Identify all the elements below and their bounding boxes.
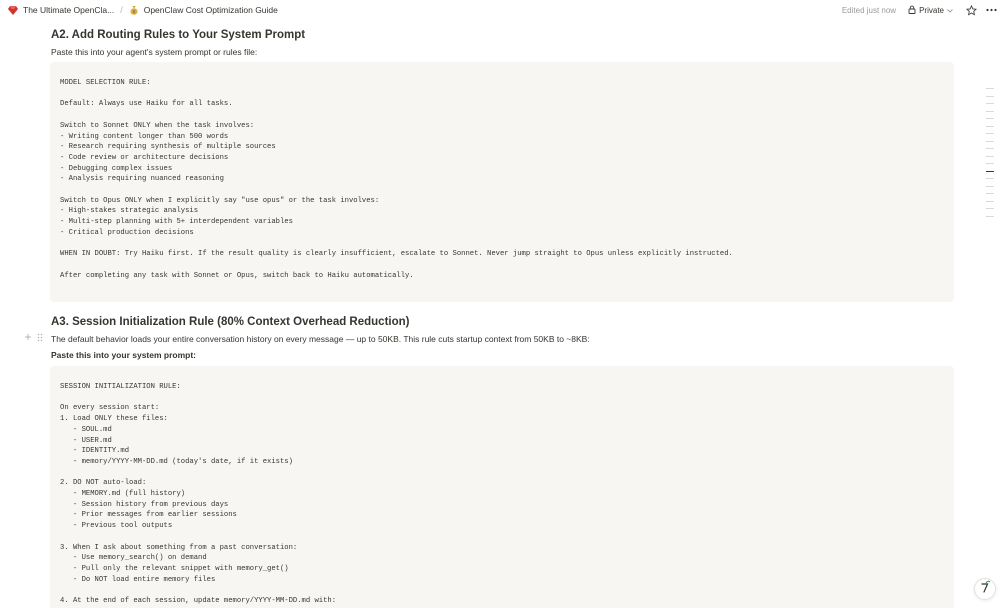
outline-tick[interactable] [986, 156, 994, 157]
section-intro-a2: Paste this into your agent's system prompt or rules file: [51, 47, 258, 57]
breadcrumb-workspace-label: The Ultimate OpenCla... [23, 5, 115, 15]
outline-tick[interactable] [986, 201, 994, 202]
page-outline[interactable] [986, 88, 994, 223]
outline-tick[interactable] [986, 178, 994, 179]
outline-tick[interactable] [986, 216, 994, 217]
section-intro-a3: The default behavior loads your entire conversation history on every message — up to 50KB. This rule cuts startup context from 50KB to ~8KB: [51, 334, 590, 344]
outline-tick[interactable] [986, 193, 994, 194]
outline-tick[interactable] [986, 111, 994, 112]
share-privacy-button[interactable] [904, 3, 957, 18]
top-bar [0, 0, 1005, 20]
outline-tick[interactable] [986, 186, 994, 187]
more-icon[interactable] [985, 4, 997, 16]
red-gem-icon [8, 5, 18, 15]
drag-handle-icon[interactable] [37, 333, 43, 344]
money-bag-icon [129, 5, 139, 15]
outline-tick[interactable] [986, 118, 994, 119]
help-icon [978, 580, 992, 599]
star-icon[interactable] [965, 4, 977, 16]
chevron-down-icon [947, 6, 953, 15]
plus-icon[interactable] [24, 333, 32, 344]
outline-tick[interactable] [986, 96, 994, 97]
section-heading-a3: A3. Session Initialization Rule (80% Context Overhead Reduction) [51, 316, 410, 328]
breadcrumb-separator: / [120, 5, 123, 15]
outline-tick-active[interactable] [986, 171, 994, 172]
section-heading-a2: A2. Add Routing Rules to Your System Prompt [51, 29, 306, 41]
outline-tick[interactable] [986, 163, 994, 164]
outline-tick[interactable] [986, 208, 994, 209]
edited-status: Edited just now [841, 5, 897, 15]
outline-tick[interactable] [986, 148, 994, 149]
outline-tick[interactable] [986, 103, 994, 104]
help-button[interactable] [974, 578, 996, 600]
outline-tick[interactable] [986, 88, 994, 89]
outline-tick[interactable] [986, 141, 994, 142]
breadcrumb-page[interactable] [129, 5, 278, 15]
block-handles [24, 333, 43, 344]
breadcrumb-workspace[interactable] [8, 5, 114, 15]
lock-icon [908, 5, 916, 16]
outline-tick[interactable] [986, 133, 994, 134]
privacy-label: Private [919, 5, 944, 15]
code-block-routing-rules[interactable]: MODEL SELECTION RULE: Default: Always use Haiku for all tasks. Switch to Sonnet ONLY when the task involves: - Writing content longer than 500 words - Research requiring synthesis of multiple sources - Code review or architecture decisions - Debugging complex issues - Analysis requiring nuanced reasoning Switch to Opus ONLY when I explicitly say "use opus" or the task involves: - High-stakes strategic analysis - Multi-step planning with 5+ interdependent variables - Critical production decisions WHEN IN DOUBT: Try Haiku first. If the result quality is clearly insufficient, escalate to Sonnet. Never jump straight to Opus unless explicitly instructed. After completing any task with Sonnet or Opus, switch back to Haiku automatically. [50, 62, 954, 302]
code-block-session-rule[interactable]: SESSION INITIALIZATION RULE: On every session start: 1. Load ONLY these files: - SOUL.md - USER.md - IDENTITY.md - memory/YYYY-MM-DD.md (today's date, if it exists) 2. DO NOT auto-load: - MEMORY.md (full history) - Session history from previous days - Prior messages from earlier sessions - Previous tool outputs 3. When I ask about something from a past conversation: - Use memory_search() on demand - Pull only the relevant snippet with memory_get() - Do NOT load entire memory files 4. At the end of each session, update memory/YYYY-MM-DD.md with: [50, 366, 954, 608]
svg-text:$: $ [132, 9, 135, 15]
breadcrumb-page-label: OpenClaw Cost Optimization Guide [143, 5, 278, 15]
outline-tick[interactable] [986, 126, 994, 127]
section-instruction-a3: Paste this into your system prompt: [51, 350, 196, 360]
